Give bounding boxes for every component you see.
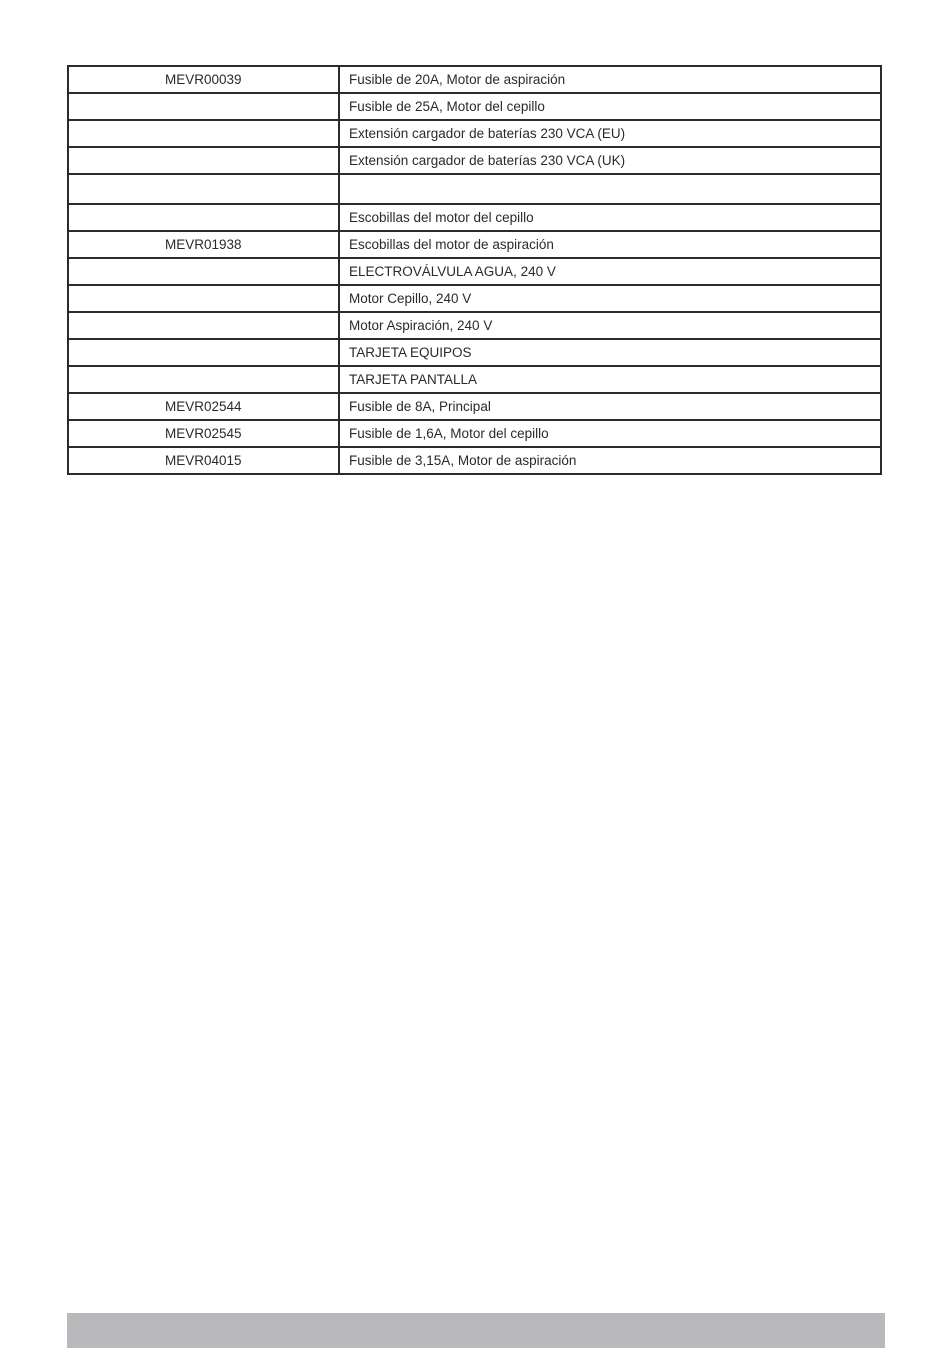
table-row	[68, 285, 881, 312]
table-row	[68, 66, 881, 93]
part-description: Escobillas del motor de aspiración	[339, 231, 881, 258]
part-description: TARJETA PANTALLA	[339, 366, 881, 393]
part-code: MEVR01938	[68, 231, 339, 258]
part-code: MEVR04015	[68, 447, 339, 474]
table-row	[68, 174, 881, 204]
table-row	[68, 147, 881, 174]
part-description: Motor Cepillo, 240 V	[339, 285, 881, 312]
footer-bar	[67, 1313, 885, 1348]
part-description: Escobillas del motor del cepillo	[339, 204, 881, 231]
table-row	[68, 339, 881, 366]
part-code	[68, 285, 339, 312]
part-description: Fusible de 8A, Principal	[339, 393, 881, 420]
table-row	[68, 93, 881, 120]
table-row	[68, 231, 881, 258]
part-code	[68, 93, 339, 120]
part-description: Motor Aspiración, 240 V	[339, 312, 881, 339]
part-code: MEVR02544	[68, 393, 339, 420]
part-description: Extensión cargador de baterías 230 VCA (EU)	[339, 120, 881, 147]
part-code: MEVR02545	[68, 420, 339, 447]
table-row	[68, 420, 881, 447]
table-row	[68, 258, 881, 285]
part-description: Fusible de 3,15A, Motor de aspiración	[339, 447, 881, 474]
part-description: Fusible de 20A, Motor de aspiración	[339, 66, 881, 93]
part-code	[68, 174, 339, 204]
part-code: MEVR00039	[68, 66, 339, 93]
part-code	[68, 204, 339, 231]
parts-table	[67, 65, 882, 475]
part-code	[68, 258, 339, 285]
part-code	[68, 120, 339, 147]
table-row	[68, 447, 881, 474]
table-row	[68, 393, 881, 420]
table-row	[68, 204, 881, 231]
part-code	[68, 366, 339, 393]
part-code	[68, 312, 339, 339]
table-row	[68, 120, 881, 147]
table-row	[68, 366, 881, 393]
part-description: ELECTROVÁLVULA AGUA, 240 V	[339, 258, 881, 285]
part-code	[68, 339, 339, 366]
part-description: Fusible de 25A, Motor del cepillo	[339, 93, 881, 120]
part-description: Extensión cargador de baterías 230 VCA (UK)	[339, 147, 881, 174]
part-description: Fusible de 1,6A, Motor del cepillo	[339, 420, 881, 447]
part-description: TARJETA EQUIPOS	[339, 339, 881, 366]
table-row	[68, 312, 881, 339]
part-code	[68, 147, 339, 174]
part-description	[339, 174, 881, 204]
